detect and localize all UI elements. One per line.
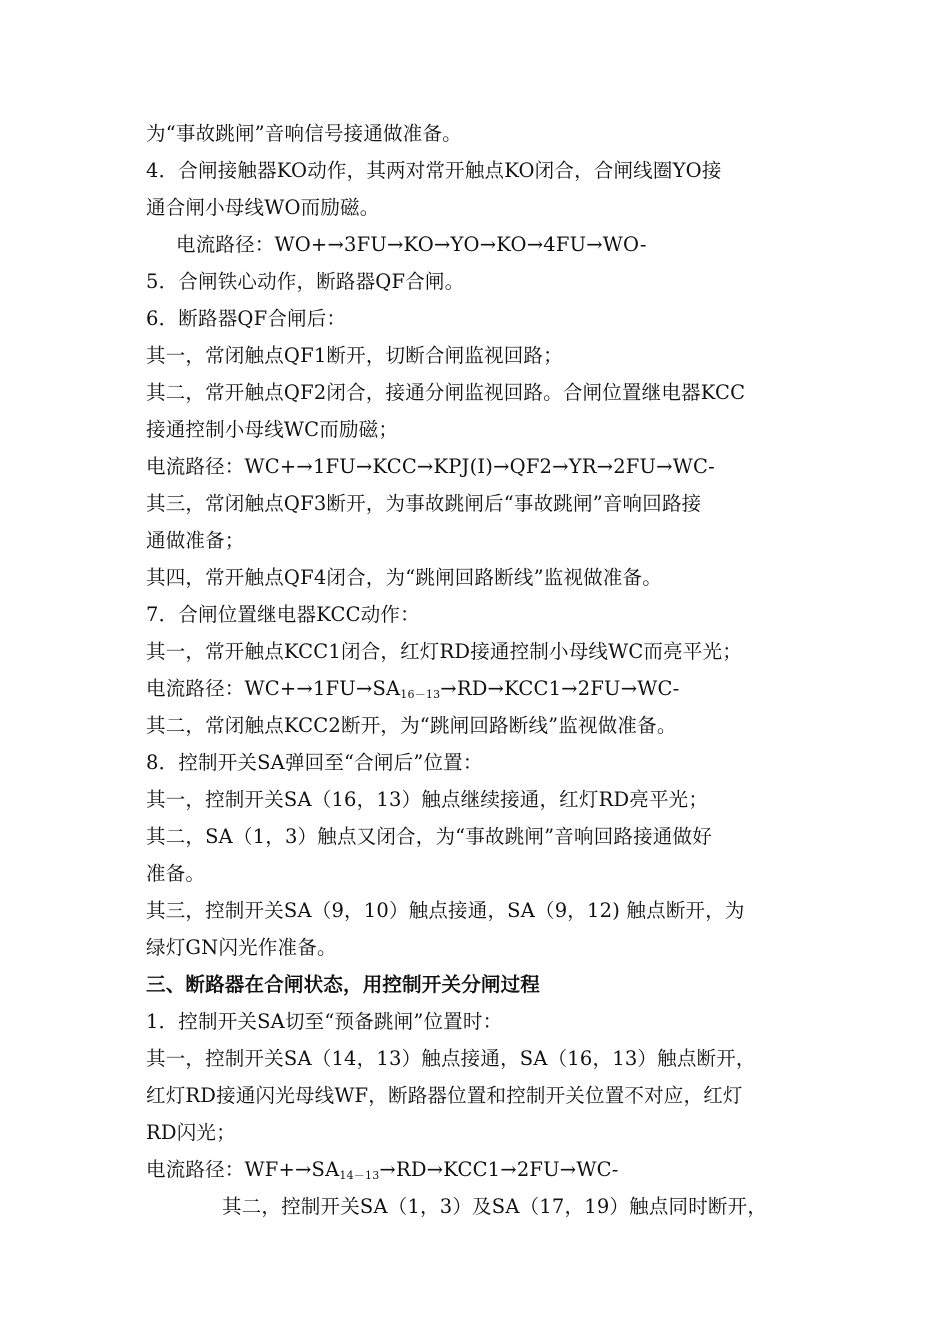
text-line: 5．合闸铁心动作，断路器QF合闸。 [146,270,465,293]
current-path-line [146,1157,826,1189]
text-line: 准备。 [146,862,206,885]
current-path-line: 电流路径：WC+→1FU→KCC→KPJ(I)→QF2→YR→2FU→WC- [146,455,715,478]
text-line: 1．控制开关SA切至“预备跳闸”位置时： [146,1010,503,1033]
current-path-line [146,676,826,708]
path-prefix: 电流路径：WF+→SA [146,1158,340,1181]
text-line: 其四，常开触点QF4闭合，为“跳闸回路断线”监视做准备。 [146,566,662,589]
text-line: 4．合闸接触器KO动作，其两对常开触点KO闭合，合闸线圈YO接 [146,159,722,182]
text-line: 8．控制开关SA弹回至“合闸后”位置： [146,751,483,774]
text-line: 其三，常闭触点QF3断开，为事故跳闸后“事故跳闸”音响回路接 [146,492,702,515]
path-subscript: 14－13 [339,1169,380,1182]
section-heading: 三、断路器在合闸状态，用控制开关分闸过程 [146,973,541,996]
text-line: 其二，常闭触点KCC2断开，为“跳闸回路断线”监视做准备。 [146,714,677,737]
text-line: 接通控制小母线WC而励磁； [146,418,399,441]
text-line: 其二，SA（1，3）触点又闭合，为“事故跳闸”音响回路接通做好 [146,825,712,848]
text-line: 其一，控制开关SA（14，13）触点接通，SA（16，13）触点断开， [146,1047,756,1070]
text-line: 其一，常开触点KCC1闭合，红灯RD接通控制小母线WC而亮平光； [146,640,742,663]
text-line: 7．合闸位置继电器KCC动作： [146,603,420,626]
current-path-line: 电流路径：WO+→3FU→KO→YO→KO→4FU→WO- [176,233,647,256]
text-line: 6．断路器QF合闸后： [146,307,347,330]
text-line: RD闪光； [146,1121,236,1144]
path-subscript: 16－13 [400,688,441,701]
text-line: 通合闸小母线WO而励磁。 [146,196,380,219]
text-line: 其一，常闭触点QF1断开，切断合闸监视回路； [146,344,563,367]
text-line: 其二，控制开关SA（1，3）及SA（17，19）触点同时断开， [222,1195,768,1218]
path-suffix: →RD→KCC1→2FU→WC- [440,677,680,700]
text-line: 红灯RD接通闪光母线WF，断路器位置和控制开关位置不对应，红灯 [146,1084,743,1107]
text-line: 为“事故跳闸”音响信号接通做准备。 [146,122,462,145]
text-line: 其三，控制开关SA（9，10）触点接通，SA（9，12) 触点断开，为 [146,899,745,922]
text-line: 其二，常开触点QF2闭合，接通分闸监视回路。合闸位置继电器KCC [146,381,746,404]
path-prefix: 电流路径：WC+→1FU→SA [146,677,401,700]
text-line: 通做准备； [146,529,245,552]
text-line: 绿灯GN闪光作准备。 [146,936,337,959]
path-suffix: →RD→KCC1→2FU→WC- [379,1158,619,1181]
text-line: 其一，控制开关SA（16，13）触点继续接通，红灯RD亮平光； [146,788,709,811]
